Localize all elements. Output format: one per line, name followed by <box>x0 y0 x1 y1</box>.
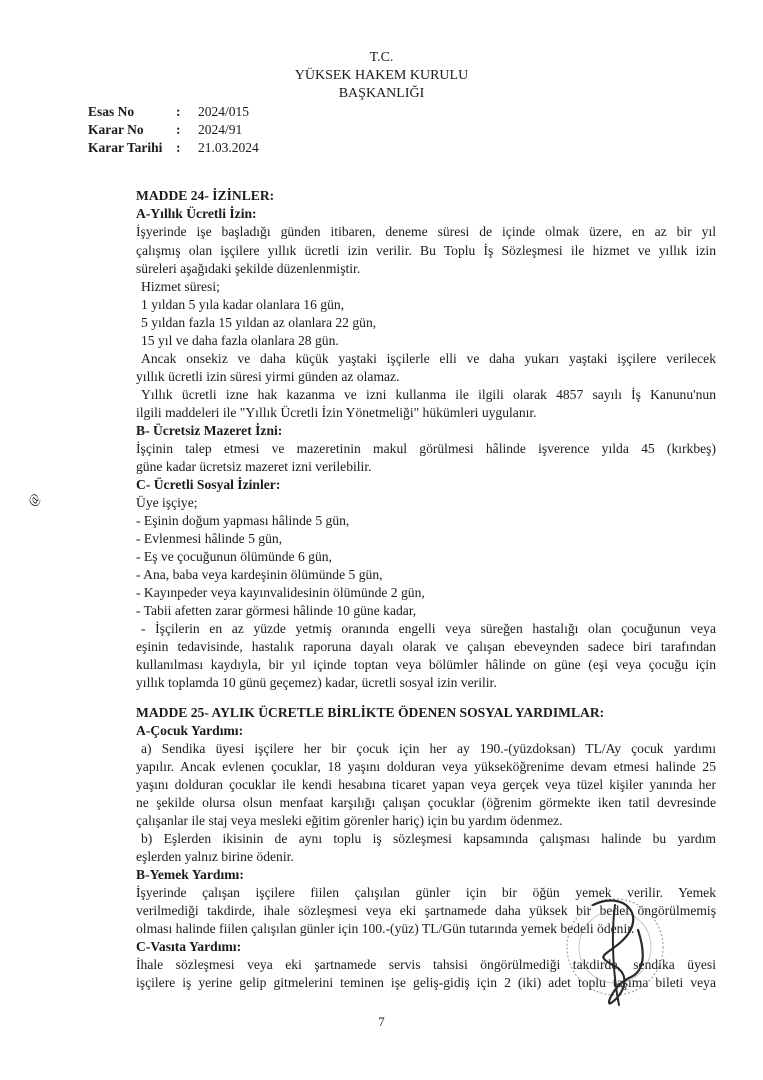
meta-label: Esas No <box>88 104 135 119</box>
meta-separator: : <box>176 104 181 119</box>
list-item: - İşçilerin en az yüzde yetmiş oranında engelli veya süreğen hastalığı olan çocuğunun veya <box>141 621 716 636</box>
paragraph-line: İşyerinde çalışan işçilere fiilen çalışılan günler için bir öğün yemek verilir. Yemek <box>136 885 716 900</box>
list-item: - Evlenmesi hâlinde 5 gün, <box>136 531 283 546</box>
section-heading: A-Yıllık Ücretli İzin: <box>136 206 257 221</box>
paragraph-line: ilgili maddeleri ile "Yıllık Ücretli İzin Yönetmeliği" hükümleri uygulanır. <box>136 405 537 420</box>
list-item: 15 yıl ve daha fazla olanlara 28 gün. <box>141 333 339 348</box>
list-item: - Eşinin doğum yapması hâlinde 5 gün, <box>136 513 350 528</box>
article-25-heading: MADDE 25- AYLIK ÜCRETLE BİRLİKTE ÖDENEN SOSYAL YARDIMLAR: <box>136 705 605 720</box>
paragraph-line: İşçinin talep etmesi ve mazeretinin makul görülmesi hâlinde işverence yılda 45 (kırkbeş) <box>136 441 716 456</box>
list-item: 5 yıldan fazla 15 yıldan az olanlara 22 gün, <box>141 315 377 330</box>
paragraph-line: yapılır. Ancak evlenen çocuklar, 18 yaşını dolduran veya yükseköğrenime devam etmesi halinde 25 <box>136 759 716 774</box>
list-item: - Ana, baba veya kardeşinin ölümünde 5 gün, <box>136 567 383 582</box>
paragraph-line: olması halinde fiilen çalışılan günler için 100.-(yüz) TL/Gün tutarında yemek bedeli ödenir. <box>136 921 635 936</box>
meta-row-karar <box>88 122 242 138</box>
paragraph-line: Hizmet süresi; <box>141 279 220 294</box>
meta-separator: : <box>176 122 181 137</box>
header-tc: T.C. <box>369 50 394 65</box>
list-item: - Kayınpeder veya kayınvalidesinin ölümünde 2 gün, <box>136 585 425 600</box>
paragraph-line: a) Sendika üyesi işçilere her bir çocuk için her ay 190.-(yüzdoksan) TL/Ay çocuk yardımı <box>141 741 716 756</box>
paragraph-line: ne şekilde olursa olsun menfaat karşılığı çalışan çocuklar (öğrenim görmekte iken tatil devresinde <box>136 795 716 810</box>
paragraph-line: eşlerden yalnız birine ödenir. <box>136 849 294 864</box>
meta-value: 21.03.2024 <box>198 140 259 155</box>
header-institution: YÜKSEK HAKEM KURULU <box>294 68 469 83</box>
section-heading: C- Ücretli Sosyal İzinler: <box>136 477 281 492</box>
paragraph-line: yaşını dolduran çocuklar ile kendi hesabına ticaret yapan veya gerçek veya tüzel kişiler yanında her <box>136 777 716 792</box>
stamp-and-signature-icon <box>553 885 673 1010</box>
paragraph-line: Yıllık ücretli izne hak kazanma ve izni kullanma ile ilgili olarak 4857 sayılı İş Kanunu'nun <box>141 387 716 402</box>
list-item: - Tabii afetten zarar görmesi hâlinde 10 güne kadar, <box>136 603 417 618</box>
header-department: BAŞKANLIĞI <box>338 86 425 101</box>
paragraph-line: b) Eşlerden ikisinin de aynı toplu iş sözleşmesi kapsamında çalışması halinde bu yardım <box>141 831 716 846</box>
paragraph-line: Üye işçiye; <box>136 495 198 510</box>
meta-value: 2024/015 <box>198 104 250 119</box>
paragraph-line: yıllık toplamda 10 günü geçemez) kadar, ücretli sosyal izin verilir. <box>136 675 497 690</box>
paragraph-line: çalışmış olan işçilere yıllık ücretli izin verilir. Bu Toplu İş Sözleşmesi ile hizmet ve yıllık izin <box>136 243 716 258</box>
paragraph-line: çalışanlar ile staj veya mesleki eğitim görenler hariç) için bu yardım ödenmez. <box>136 813 563 828</box>
paragraph-line: İşyerinde işe başladığı günden itibaren, deneme süresi de içinde olmak üzere, en az bir yıl <box>136 224 716 239</box>
meta-row-esas <box>88 104 249 120</box>
handwritten-margin-note: @ <box>24 490 44 509</box>
paragraph-line: kullanılması kaydıyla, bir yıl içinde toptan veya bölümler hâlinde on güne (eşi veya çocuğu için <box>136 657 716 672</box>
paragraph-line: işçilere iş yerine gelip gitmelerini teminen işe geliş-gidiş için 2 (iki) adet toplu taşıma bileti veya <box>136 975 716 990</box>
paragraph-line: eşinin tedavisinde, hastalık raporuna dayalı olarak ve çalışan ebeveynden sadece biri tarafından <box>136 639 716 654</box>
article-24-heading: MADDE 24- İZİNLER: <box>136 188 275 203</box>
meta-label: Karar No <box>88 122 144 137</box>
section-heading: B- Ücretsiz Mazeret İzni: <box>136 423 283 438</box>
paragraph-line: verilmediği takdirde, ihale sözleşmesi veya eki şartnamede daha yüksek bir bedel öngörülmemiş <box>136 903 716 918</box>
meta-row-tarih <box>88 140 259 156</box>
section-heading: C-Vasıta Yardımı: <box>136 939 242 954</box>
page-number: 7 <box>378 1014 385 1029</box>
meta-value: 2024/91 <box>198 122 243 137</box>
list-item: - Eş ve çocuğunun ölümünde 6 gün, <box>136 549 332 564</box>
paragraph-line: İhale sözleşmesi veya eki şartnamede servis tahsisi öngörülmediği takdirde, sendika üyesi <box>136 957 716 972</box>
section-heading: B-Yemek Yardımı: <box>136 867 244 882</box>
meta-separator: : <box>176 140 181 155</box>
list-item: 1 yıldan 5 yıla kadar olanlara 16 gün, <box>141 297 345 312</box>
paragraph-line: güne kadar ücretsiz mazeret izni verilebilir. <box>136 459 372 474</box>
meta-label: Karar Tarihi <box>88 140 163 155</box>
paragraph-line: süreleri aşağıdaki şekilde düzenlenmiştir. <box>136 261 361 276</box>
section-heading: A-Çocuk Yardımı: <box>136 723 244 738</box>
paragraph-line: yıllık ücretli izin süresi yirmi günden az olamaz. <box>136 369 400 384</box>
paragraph-line: Ancak onsekiz ve daha küçük yaştaki işçilerle elli ve daha yukarı yaştaki işçilere verilecek <box>141 351 716 366</box>
